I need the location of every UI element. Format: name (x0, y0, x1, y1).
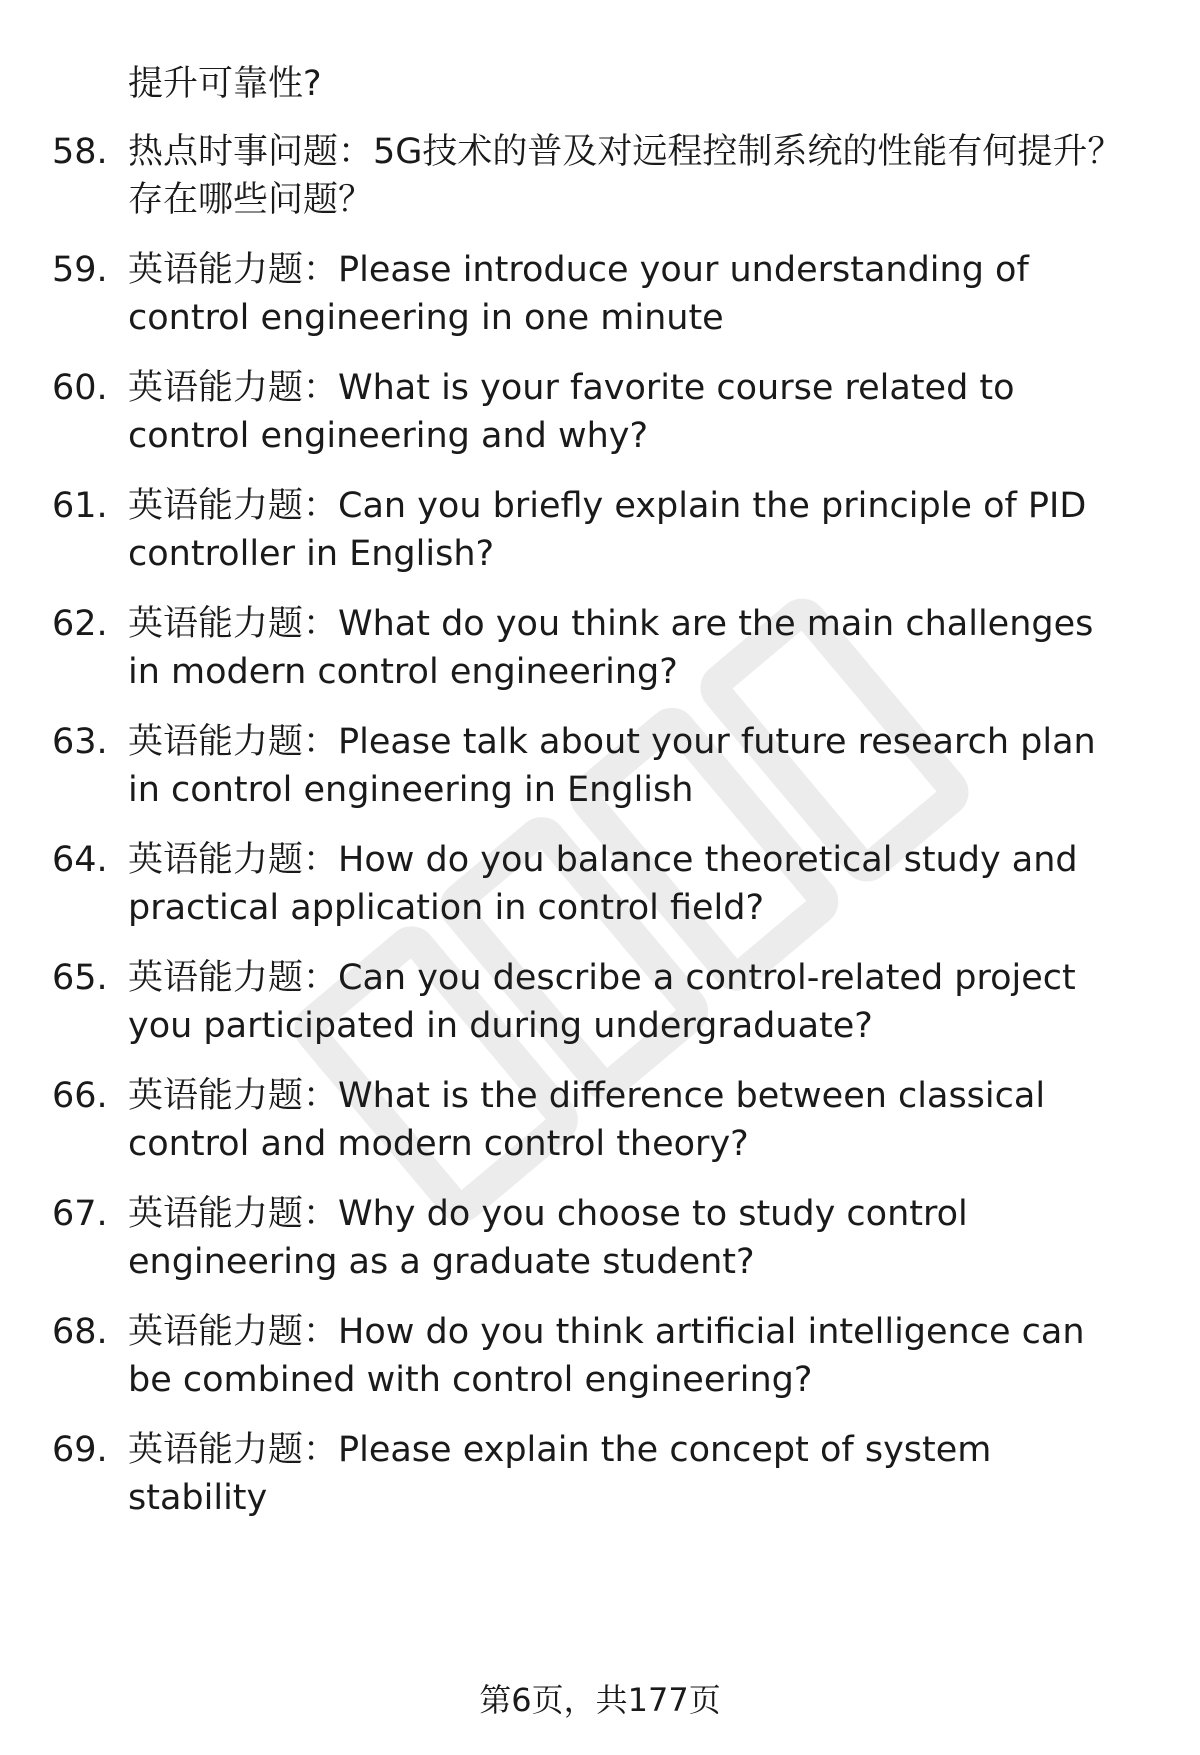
question-text: 英语能力题：Can you describe a control-related project you participated in during undergraduate? (128, 958, 1076, 1046)
question-text: 英语能力题：Please explain the concept of system stability (128, 1430, 992, 1518)
question-number: 63. (52, 722, 108, 762)
question-number: 66. (52, 1076, 108, 1116)
question-number: 58. (52, 132, 108, 172)
question-text: 英语能力题：Why do you choose to study control engineering as a graduate student? (128, 1194, 968, 1282)
continuation-line: 提升可靠性? (128, 64, 322, 104)
page-footer: 第6页，共177页 (479, 1681, 721, 1719)
question-text: 英语能力题：What do you think are the main challenges in modern control engineering? (128, 604, 1094, 692)
question-text: 英语能力题：What is the difference between classical control and modern control theory? (128, 1076, 1046, 1164)
question-text: 英语能力题：Can you briefly explain the principle of PID controller in English? (128, 486, 1087, 574)
question-text: 英语能力题：How do you balance theoretical study and practical application in control field? (128, 840, 1078, 928)
question-item (52, 246, 1152, 342)
question-item (52, 1426, 1152, 1522)
question-item (52, 482, 1152, 578)
question-number: 59. (52, 250, 108, 290)
question-number: 61. (52, 486, 108, 526)
question-item (52, 600, 1152, 696)
question-item (52, 364, 1152, 460)
question-number: 65. (52, 958, 108, 998)
question-item (52, 836, 1152, 932)
question-item (52, 128, 1152, 224)
question-text: 英语能力题：How do you think artificial intelligence can be combined with control engineering? (128, 1312, 1085, 1400)
question-text: 英语能力题：What is your favorite course related to control engineering and why? (128, 368, 1015, 456)
question-item (52, 718, 1152, 814)
question-number: 68. (52, 1312, 108, 1352)
question-number: 60. (52, 368, 108, 408)
question-number: 64. (52, 840, 108, 880)
question-number: 69. (52, 1430, 108, 1470)
question-number: 62. (52, 604, 108, 644)
question-text: 英语能力题：Please talk about your future research plan in control engineering in English (128, 722, 1096, 810)
question-text: 英语能力题：Please introduce your understanding of control engineering in one minute (128, 250, 1029, 338)
question-item (52, 1308, 1152, 1404)
question-item (52, 954, 1152, 1050)
question-text: 热点时事问题：5G技术的普及对远程控制系统的性能有何提升？存在哪些问题？ (128, 132, 1123, 220)
question-item (52, 1190, 1152, 1286)
question-number: 67. (52, 1194, 108, 1234)
question-item (52, 1072, 1152, 1168)
